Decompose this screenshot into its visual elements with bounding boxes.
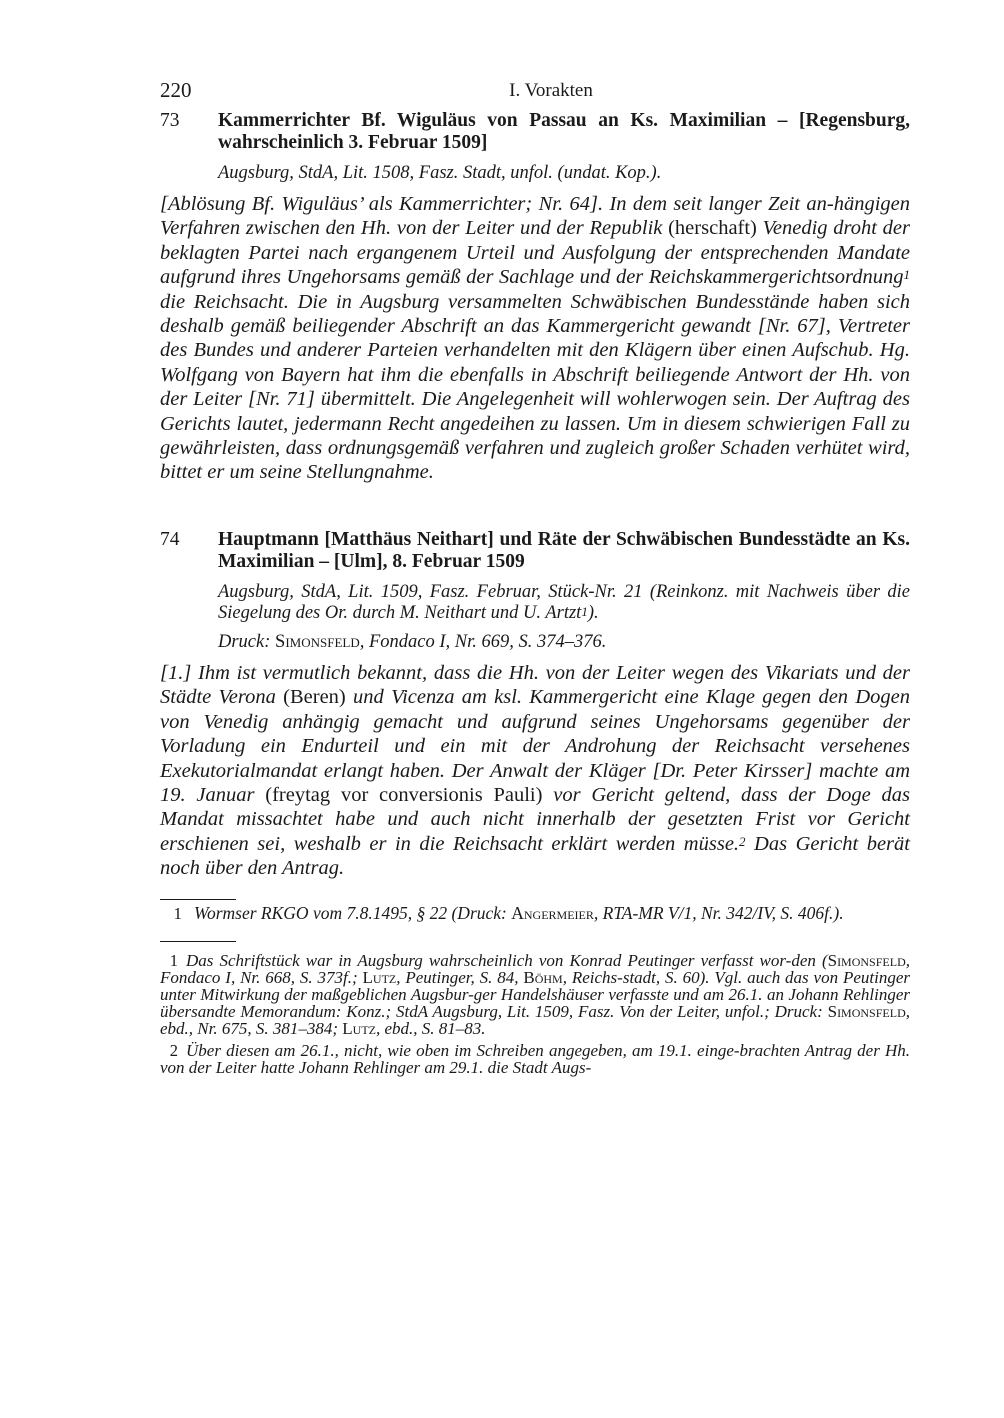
body-text: Venedig droht der beklagten Partei nach ergangenem Urteil und Ausfolgung der entsprechenden Mandate aufgrund ihres Ungehorsams gemäß der Sachlage und der Reichskammergerichtsordnung: [160, 217, 910, 289]
body-text: [Ablösung Bf. Wiguläus’ als Kammerrichter; Nr. 64]. In dem seit langer Zeit an-hängigen Verfahren zwischen den Hh. von der Leiter und der Republik: [160, 193, 910, 240]
footnote-ref: 1: [581, 603, 588, 619]
author-name: Böhm: [523, 967, 563, 987]
author-name: Simonsfeld: [827, 1002, 906, 1022]
footnote-text: , RTA-MR V/1, Nr. 342/IV, S. 406f.).: [593, 902, 844, 923]
body-text: Das Gericht berät noch über den Antrag.: [160, 832, 910, 880]
footnote-text: , ebd., Nr. 675, S. 381–384;: [160, 1002, 910, 1039]
footnote-text: , Peutinger, S. 84,: [396, 967, 524, 987]
footnote: [160, 904, 910, 923]
footnote-text: Über diesen am 26.1., nicht, wie oben im Schreiben angegeben, am 19.1. einge-brachten Antrag der Hh. von der Leiter hatte Johann Rehlinger am 29.1. die Stadt Augs-: [160, 1040, 910, 1077]
original-wording: (herschaft): [668, 217, 757, 240]
footnote: [160, 952, 910, 1038]
source-note: [218, 582, 910, 624]
author-name: Lutz: [342, 1019, 376, 1039]
footnote: [160, 1042, 910, 1076]
footnote-block: [160, 952, 910, 1076]
footnote-number: 2: [169, 1040, 178, 1060]
author-name: Lutz: [362, 967, 397, 987]
author-name: Angermeier: [511, 902, 594, 923]
source-note: Augsburg, StdA, Lit. 1508, Fasz. Stadt, unfol. (undat. Kop.).: [218, 163, 662, 183]
footnote-number: 1: [169, 950, 178, 970]
entry-title: Hauptmann [Matthäus Neithart] und Räte der Schwäbischen Bundesstädte an Ks. Maximilian – [Ulm], 8. Februar 1509: [218, 528, 910, 572]
entry-74-body: [160, 661, 910, 881]
page-number: 220: [160, 78, 192, 102]
footnote-text: , Reichs-stadt, S. 60). Vgl. auch das von Peutinger unter Mitwirkung der maßgeblichen Augsbur-ger Handelshäuser verfasste und am 26.1. an Johann Rehlinger übersandte Memorandum: Konz.; StdA Augsburg, Lit. 1509, Fasz. Von der Leiter, unfol.; Druck:: [160, 967, 910, 1022]
body-text: [1.] Ihm ist vermutlich bekannt, dass die Hh. von der Leiter wegen des Vikariats und der Städte Verona: [160, 661, 910, 709]
entry-number: 74: [160, 528, 180, 550]
page-header: [160, 76, 910, 110]
footnote-ref: 1: [903, 267, 910, 283]
footnote-rule: [160, 899, 236, 900]
original-wording: (freytag vor conversionis Pauli): [265, 783, 543, 806]
footnote-text: Wormser RKGO vom 7.8.1495, § 22 (Druck:: [194, 902, 512, 923]
footnote-number: 1: [173, 903, 182, 923]
entry-title: Kammerrichter Bf. Wiguläus von Passau an Ks. Maximilian – [Regensburg, wahrscheinlich 3. Februar 1509]: [218, 110, 910, 153]
footnote-text: , Fondaco I, Nr. 668, S. 373f.;: [160, 950, 910, 987]
original-wording: (Beren): [283, 686, 346, 709]
body-text: vor Gericht geltend, dass der Doge das Mandat missachtet habe und auch nicht innerhalb der gesetzten Frist vor Gericht erschienen sei, weshalb er in die Reichsacht erklärt werden müsse.: [160, 783, 911, 855]
source-text: Augsburg, StdA, Lit. 1509, Fasz. Februar, Stück-Nr. 21 (Reinkonz. mit Nachweis über die Siegelung des Or. durch M. Neithart und U. Artzt: [218, 581, 910, 623]
entry-number: 73: [160, 110, 180, 131]
footnote-text: Das Schriftstück war in Augsburg wahrscheinlich von Konrad Peutinger verfasst wor-den (: [186, 950, 828, 970]
running-head: I. Vorakten: [509, 80, 593, 101]
footnote-rule: [160, 941, 236, 942]
author-name: Simonsfeld: [275, 631, 360, 652]
source-text: ).: [587, 602, 599, 623]
print-reference: [218, 632, 910, 653]
entry-73: [160, 110, 910, 485]
body-text: und Vicenza am ksl. Kammergericht eine Klage gegen den Dogen von Venedig anhängig gemacht und aufgrund seines Ungehorsams gegenüber der Vorladung ein Endurteil und ein mit der Androhung der Reichsacht versehenes Exekutorialmandat erlangt haben. Der Anwalt der Kläger [Dr. Peter Kirsser] machte am 19. Januar: [160, 686, 910, 806]
entry-74: [160, 529, 910, 881]
page: [160, 76, 910, 1080]
druck-label: Druck:: [218, 631, 271, 652]
druck-citation: , Fondaco I, Nr. 669, S. 374–376.: [359, 631, 607, 652]
body-text: die Reichsacht. Die in Augsburg versammelten Schwäbischen Bundesstände haben sich deshalb gemäß beiliegender Abschrift an das Kammergericht gewandt [Nr. 67], Vertreter des Bundes und anderer Parteien verhandelten mit den Klägern über einen Aufschub. Hg. Wolfgang von Bayern hat ihm die ebenfalls in Abschrift beiliegende Antwort der Hh. von der Leiter [Nr. 71] übermittelt. Die Angelegenheit will wohlerwogen sein. Der Auftrag des Gerichts lautet, jedermann Recht angedeihen zu lassen. Um in diesem schwierigen Fall zu gewährleisten, dass ordnungsgemäß verfahren und zugleich großer Schaden verhütet wird, bittet er um seine Stellungnahme.: [160, 290, 910, 484]
footnote-text: , ebd., S. 81–83.: [376, 1019, 486, 1039]
footnote-ref: 2: [739, 833, 746, 849]
author-name: Simonsfeld: [827, 950, 906, 970]
entry-73-body: [160, 192, 910, 485]
entry-73-heading: [160, 110, 910, 154]
entry-74-heading: [160, 529, 910, 573]
